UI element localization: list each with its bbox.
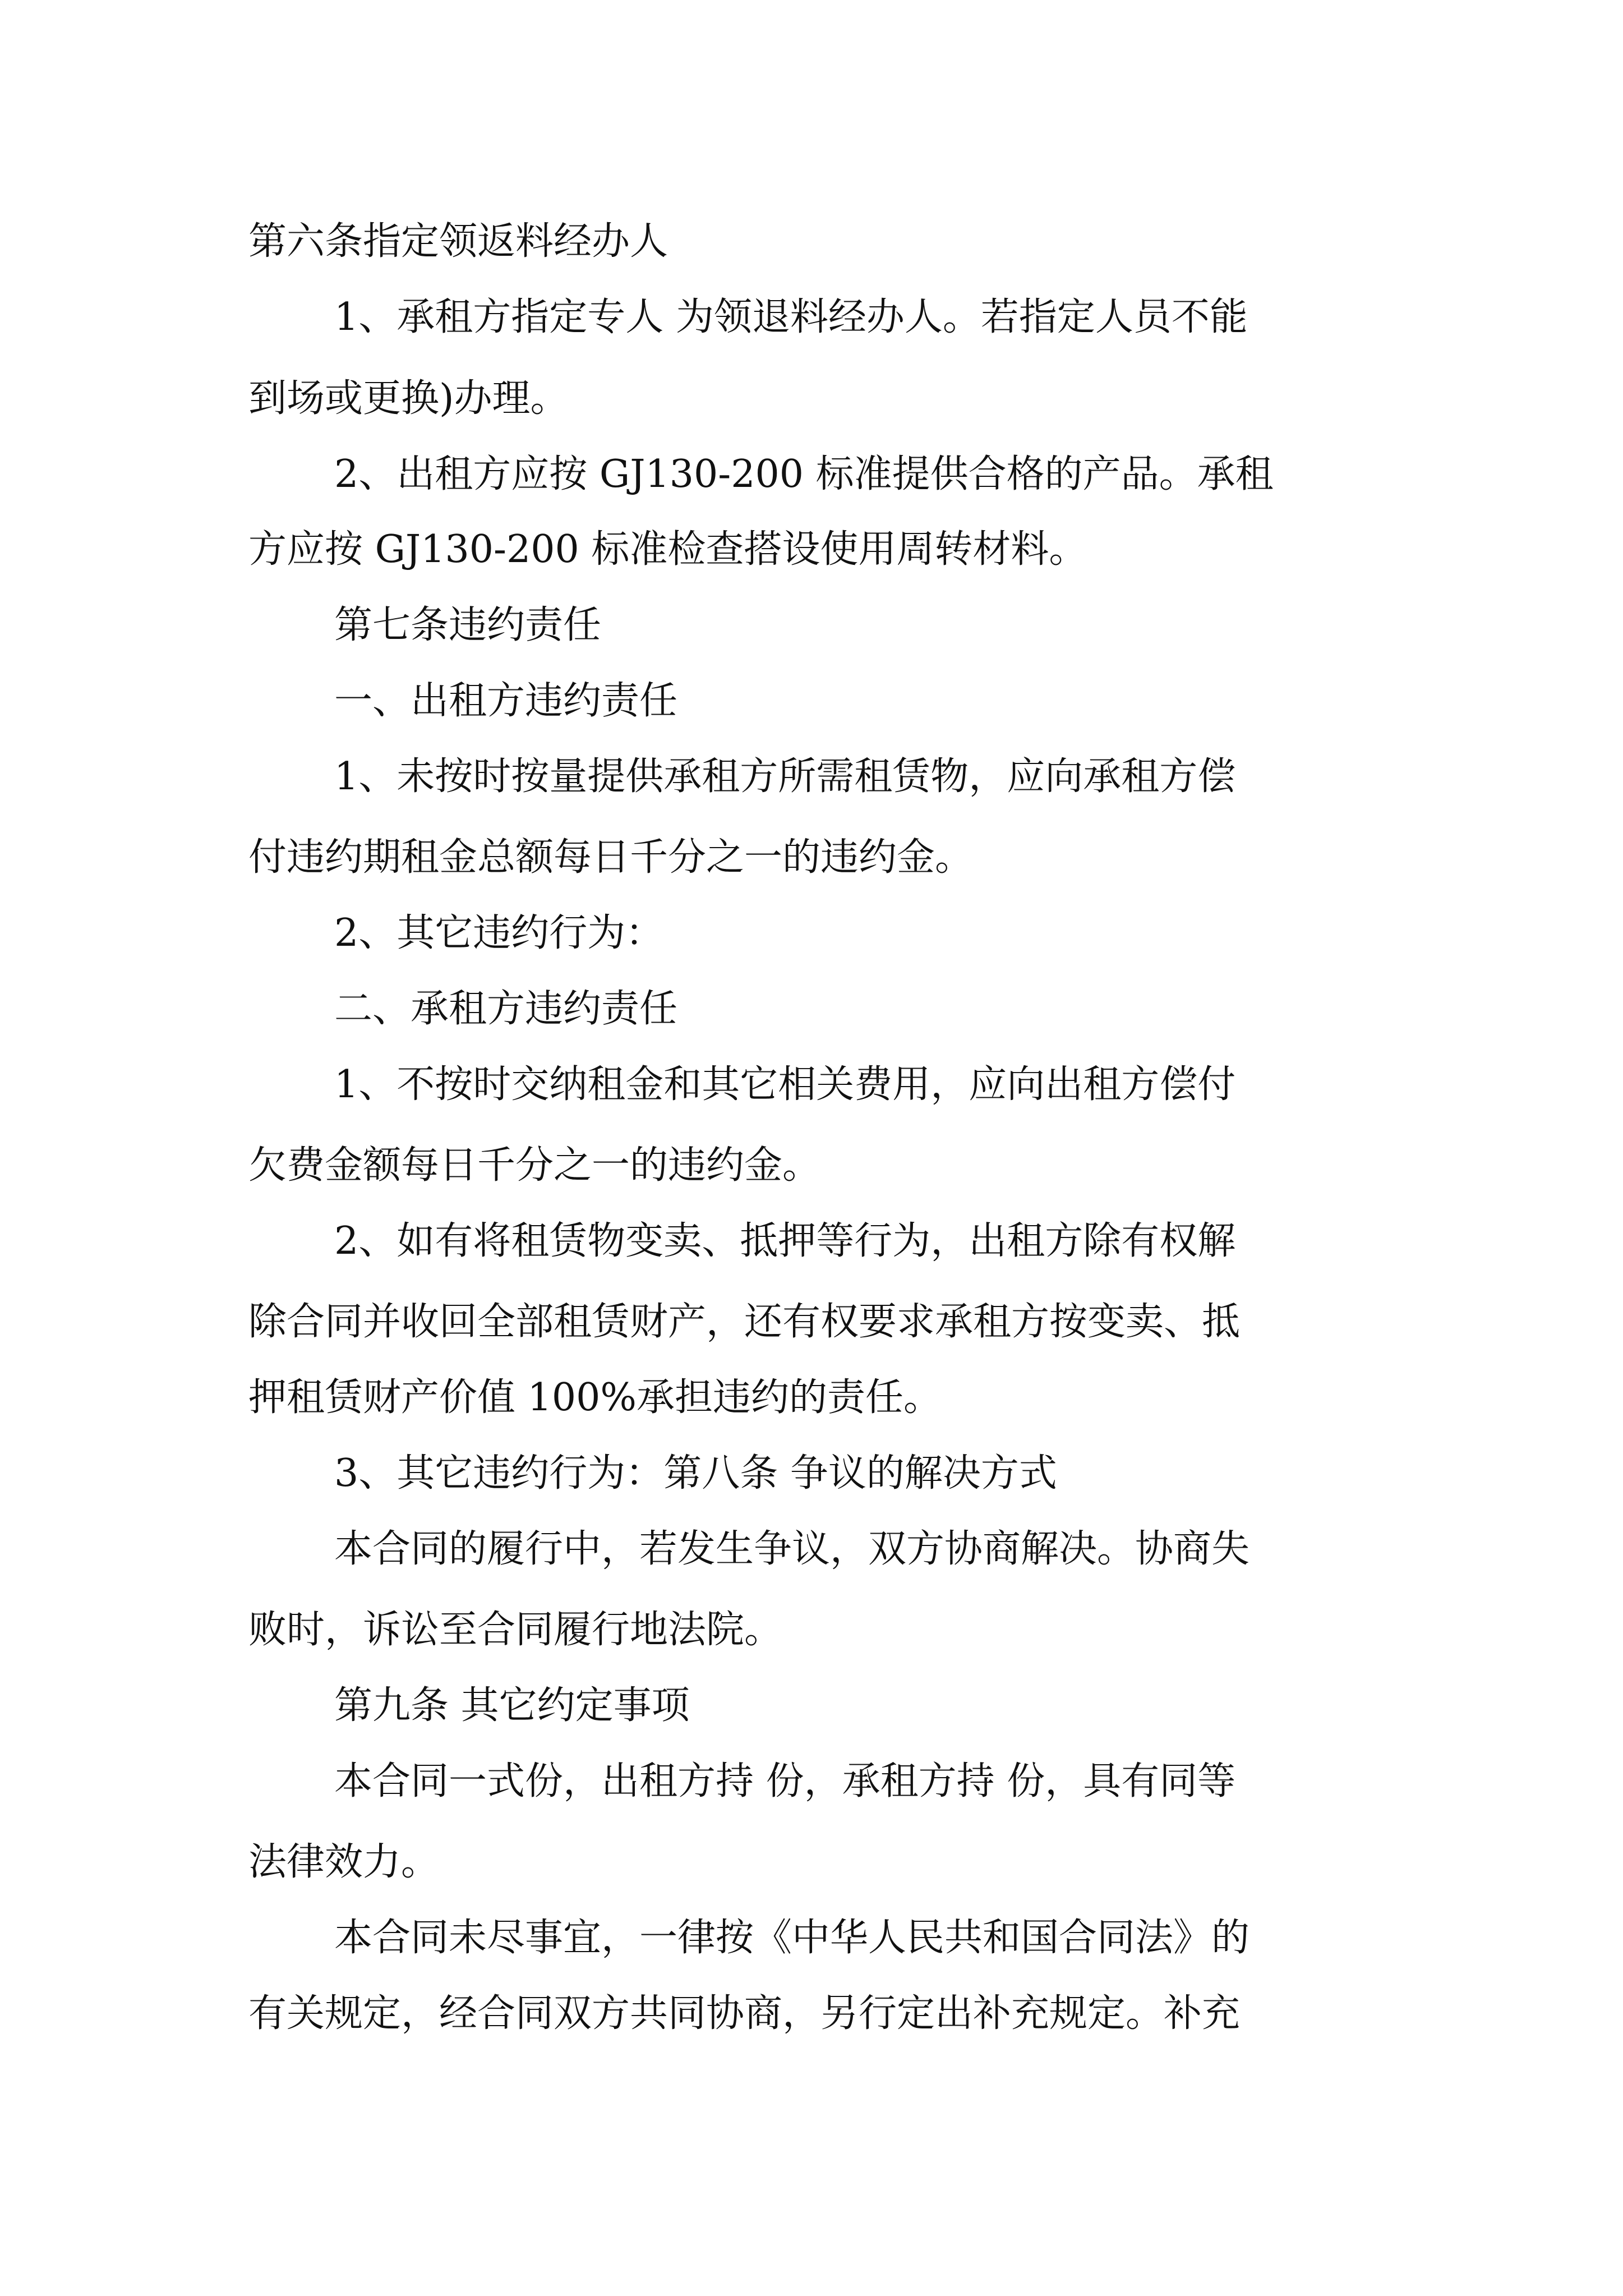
text-line-3: 到场或更换)办理。 — [248, 376, 569, 421]
text-line-5: 方应按 GJ130-200 标准检查搭设使用周转材料。 — [248, 527, 1087, 572]
text-line-6: 第七条违约责任 — [334, 603, 602, 647]
text-line-8: 1、未按时按量提供承租方所需租赁物，应向承租方偿 — [334, 754, 1236, 799]
text-line-24: 有关规定，经合同双方共同协商，另行定出补充规定。补充 — [248, 1991, 1241, 2036]
text-line-12: 1、不按时交纳租金和其它相关费用，应向出租方偿付 — [334, 1062, 1236, 1107]
text-line-11: 二、承租方违约责任 — [334, 987, 678, 1031]
text-line-23: 本合同未尽事宜，一律按《中华人民共和国合同法》的 — [334, 1916, 1250, 1960]
text-line-21: 本合同一式份，出租方持 份，承租方持 份，具有同等 — [334, 1759, 1236, 1803]
text-line-1: 第六条指定领返料经办人 — [248, 219, 668, 264]
text-line-18: 本合同的履行中，若发生争议，双方协商解决。协商失 — [334, 1527, 1250, 1571]
text-line-13: 欠费金额每日千分之一的违约金。 — [248, 1143, 821, 1188]
text-line-20: 第九条 其它约定事项 — [334, 1683, 690, 1728]
text-line-2: 1、承租方指定专人 为领退料经办人。若指定人员不能 — [334, 295, 1248, 339]
text-line-10: 2、其它违约行为： — [334, 911, 664, 955]
text-line-17: 3、其它违约行为：第八条 争议的解决方式 — [334, 1451, 1057, 1496]
text-line-9: 付违约期租金总额每日千分之一的违约金。 — [248, 835, 974, 880]
text-line-22: 法律效力。 — [248, 1840, 440, 1884]
text-line-16: 押租赁财产价值 100%承担违约的责任。 — [248, 1375, 942, 1420]
text-line-14: 2、如有将租赁物变卖、抵押等行为，出租方除有权解 — [334, 1219, 1236, 1263]
text-line-15: 除合同并收回全部租赁财产，还有权要求承租方按变卖、抵 — [248, 1300, 1241, 1344]
text-line-19: 败时，诉讼至合同履行地法院。 — [248, 1608, 783, 1652]
text-line-4: 2、出租方应按 GJ130-200 标准提供合格的产品。承租 — [334, 452, 1274, 496]
text-line-7: 一、出租方违约责任 — [334, 679, 678, 723]
